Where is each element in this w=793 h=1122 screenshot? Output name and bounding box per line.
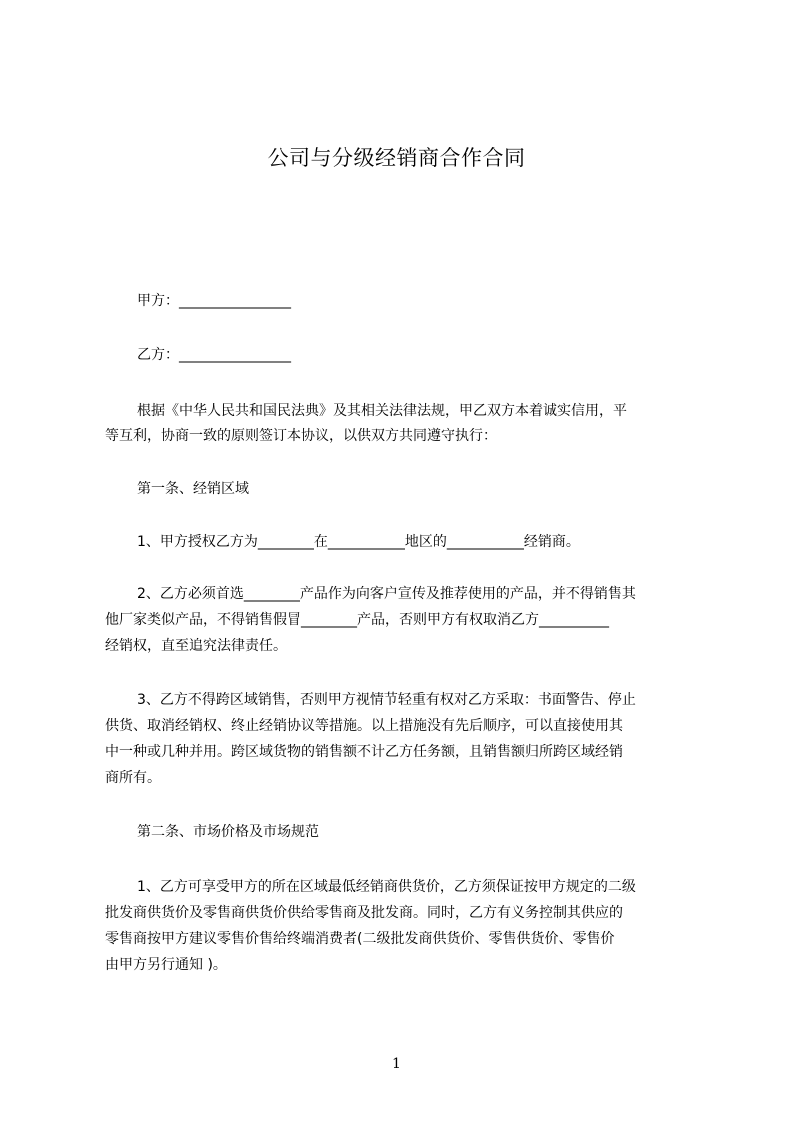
- article1-heading: 第一条、经销区域: [137, 481, 249, 497]
- article2-clause1-line-3: 零售商按甲方建议零售价售给终端消费者(二级批发商供货价、零售供货价、零售价: [105, 931, 615, 947]
- preamble-line-1: 根据《中华人民共和国民法典》及其相关法律法规，甲乙双方本着诚实信用，平: [137, 403, 627, 419]
- article2-clause1-line-4: 由甲方另行通知 )。: [105, 957, 227, 973]
- article1-clause1: 1、甲方授权乙方为________在___________地区的___________经销商。: [137, 534, 580, 550]
- party-a-line: 甲方：________________: [137, 293, 291, 309]
- article1-clause2-line-3: 经销权，直至追究法律责任。: [105, 638, 287, 654]
- article1-clause3-line-2: 供货、取消经销权、终止经销协议等措施。以上措施没有先后顺序，可以直接使用其: [105, 718, 623, 734]
- article2-clause1-line-1: 1、乙方可享受甲方的所在区域最低经销商供货价，乙方须保证按甲方规定的二级: [137, 879, 636, 895]
- article2-heading: 第二条、市场价格及市场规范: [137, 824, 319, 840]
- article2-clause1-line-2: 批发商供货价及零售商供货价供给零售商及批发商。同时，乙方有义务控制其供应的: [105, 905, 623, 921]
- article1-clause3-line-1: 3、乙方不得跨区域销售，否则甲方视情节轻重有权对乙方采取：书面警告、停止: [137, 692, 636, 708]
- page-number: 1: [392, 1056, 401, 1072]
- article1-clause2-line-2: 他厂家类似产品，不得销售假冒________产品，否则甲方有权取消乙方__________: [105, 612, 609, 628]
- article1-clause3-line-4: 商所有。: [105, 770, 161, 786]
- article1-clause2-line-1: 2、乙方必须首选________产品作为向客户宣传及推荐使用的产品，并不得销售其: [137, 586, 636, 602]
- document-title: 公司与分级经销商合作合同: [267, 146, 526, 170]
- article1-clause3-line-3: 中一种或几种并用。跨区域货物的销售额不计乙方任务额，且销售额归所跨区域经销: [105, 744, 623, 760]
- party-b-line: 乙方：________________: [137, 347, 291, 363]
- preamble-line-2: 等互利，协商一致的原则签订本协议，以供双方共同遵守执行：: [105, 428, 497, 444]
